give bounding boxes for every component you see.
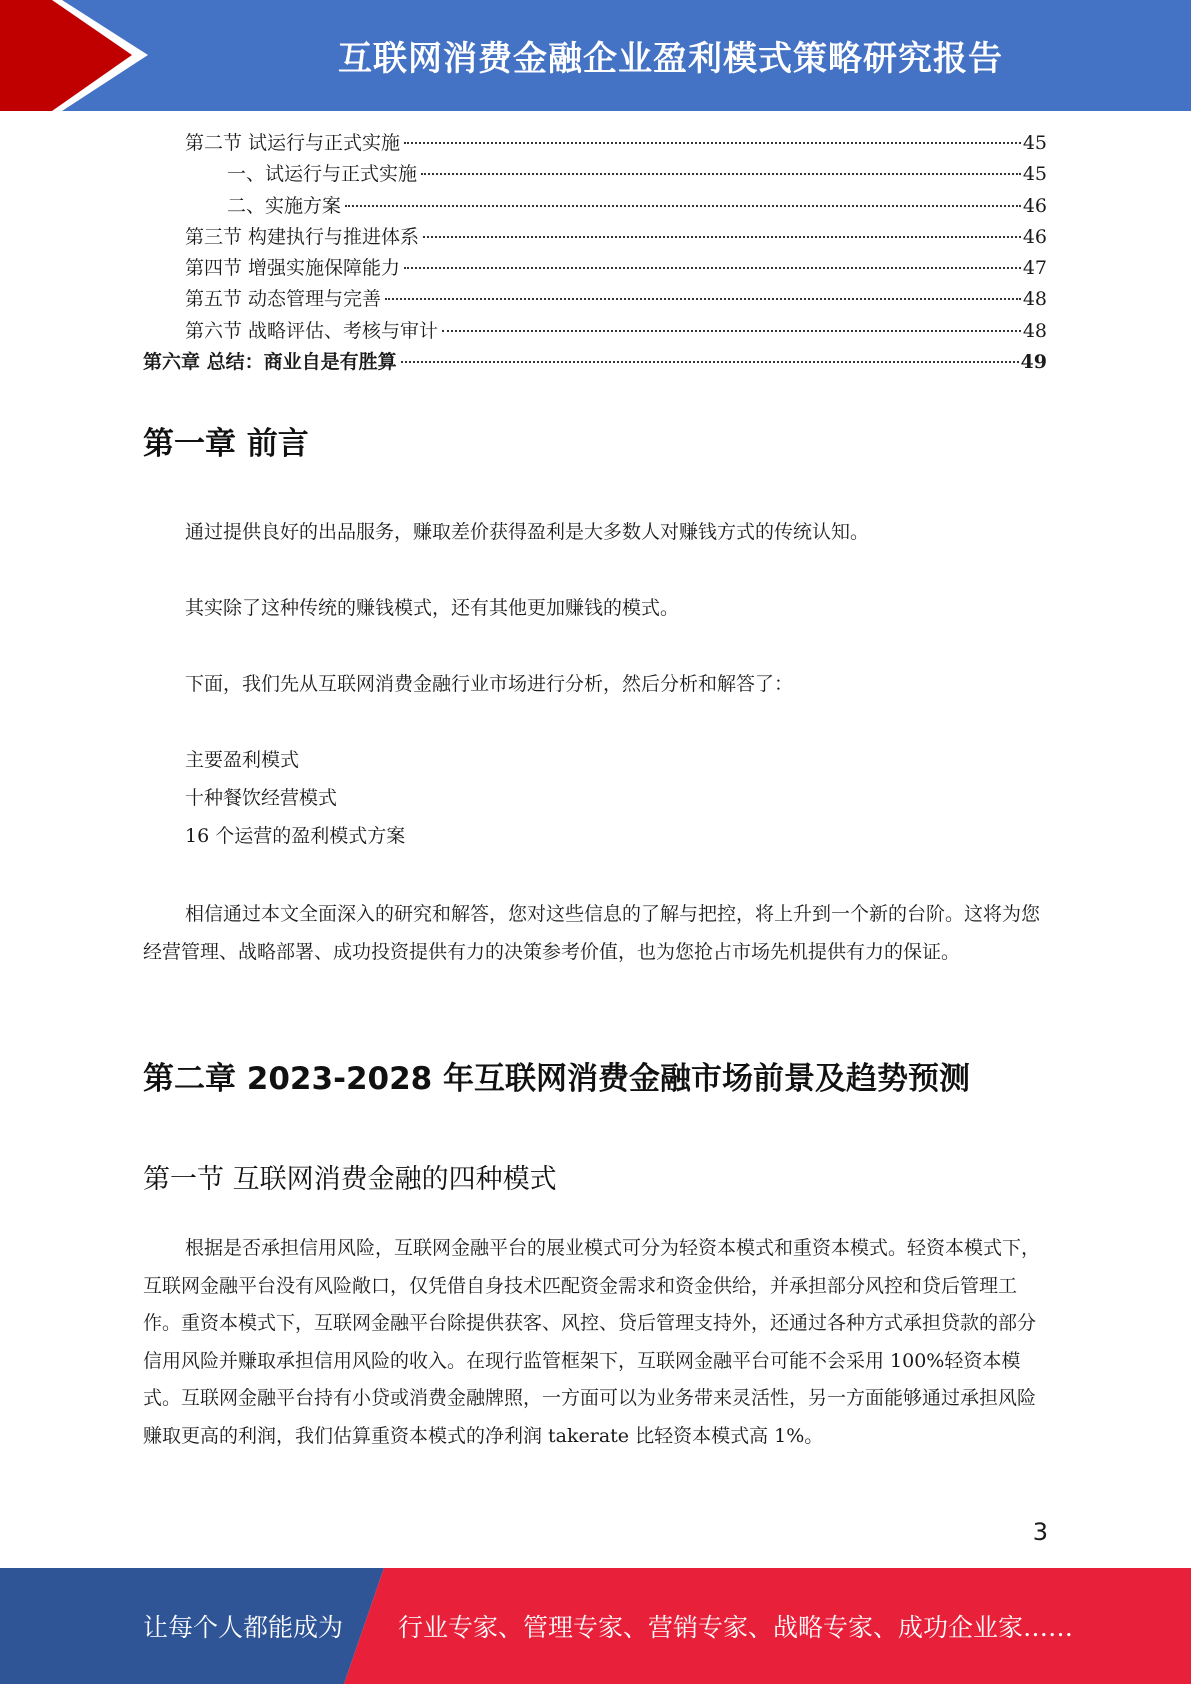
toc-leader-dots	[345, 205, 1021, 207]
toc-entry[interactable]	[143, 159, 1047, 190]
toc-entry-label: 第四节 增强实施保障能力	[185, 257, 401, 280]
list-item: 十种餐饮经营模式	[185, 787, 338, 809]
toc-entry-label: 第五节 动态管理与完善	[185, 288, 382, 311]
toc-entry[interactable]	[143, 222, 1047, 253]
toc-leader-dots	[401, 361, 1019, 363]
list-item: 主要盈利模式	[185, 749, 300, 771]
toc-entry-label: 第六章 总结：商业自是有胜算	[143, 351, 397, 374]
toc-entry[interactable]	[143, 316, 1047, 347]
header-banner	[0, 0, 1191, 111]
list-item: 16 个运营的盈利模式方案	[185, 825, 406, 847]
toc-leader-dots	[442, 330, 1021, 332]
toc-entry-label: 二、实施方案	[227, 194, 342, 217]
toc-entry-page: 48	[1022, 319, 1047, 342]
toc-entry-label: 第三节 构建执行与推进体系	[185, 225, 420, 248]
page-number: 3	[1032, 1518, 1048, 1546]
chapter-1-heading: 第一章 前言	[143, 426, 309, 462]
footer-banner	[0, 1568, 1191, 1684]
toc-entry[interactable]	[143, 128, 1047, 159]
toc-entry-page: 45	[1022, 132, 1047, 154]
section-1-heading: 第一节 互联网消费金融的四种模式	[143, 1164, 557, 1195]
chapter-1-paragraph-1: 通过提供良好的出品服务，赚取差价获得盈利是大多数人对赚钱方式的传统认知。	[185, 521, 870, 543]
chapter-2-heading: 第二章 2023-2028 年互联网消费金融市场前景及趋势预测	[143, 1061, 971, 1097]
toc-entry-page: 47	[1022, 257, 1047, 280]
toc-entry[interactable]	[143, 253, 1047, 284]
toc-entry-page: 46	[1022, 194, 1047, 217]
footer-slogan-left: 让每个人都能成为	[143, 1613, 344, 1642]
toc-leader-dots	[385, 298, 1021, 300]
toc-entry[interactable]	[143, 284, 1047, 315]
toc-leader-dots	[404, 267, 1021, 269]
toc-leader-dots	[423, 236, 1021, 238]
toc-entry-page: 49	[1020, 351, 1047, 374]
toc-entry-label: 第二节 试运行与正式实施	[185, 132, 401, 154]
chapter-1-paragraph-3: 下面，我们先从互联网消费金融行业市场进行分析，然后分析和解答了：	[185, 673, 794, 695]
table-of-contents	[143, 128, 1047, 378]
toc-entry-label: 第六节 战略评估、考核与审计	[185, 319, 439, 342]
toc-entry[interactable]	[143, 191, 1047, 222]
toc-entry-label: 一、试运行与正式实施	[227, 163, 418, 186]
section-1-body: 根据是否承担信用风险，互联网金融平台的展业模式可分为轻资本模式和重资本模式。轻资本模式下，互联网金融平台没有风险敞口，仅凭借自身技术匹配资金需求和资金供给，并承担部分风控和贷后管理工作。重资本模式下，互联网金融平台除提供获客、风控、贷后管理支持外，还通过各种方式承担贷款的部分信用风险并赚取承担信用风险的收入。在现行监管框架下，互联网金融平台可能不会采用 100%轻资本模式。互联网金融平台持有小贷或消费金融牌照，一方面可以为业务带来灵活性，另一方面能够通过承担风险赚取更高的利润，我们估算重资本模式的净利润 takerate 比轻资本模式高 1%。	[143, 1237, 1041, 1447]
chapter-1-paragraph-4: 相信通过本文全面深入的研究和解答，您对这些信息的了解与把控，将上升到一个新的台阶。这将为您经营管理、战略部署、成功投资提供有力的决策参考价值，也为您抢占市场先机提供有力的保证。	[143, 903, 1041, 963]
toc-entry[interactable]	[143, 347, 1047, 378]
report-title: 互联网消费金融企业盈利模式策略研究报告	[338, 39, 1003, 79]
chapter-1-paragraph-2: 其实除了这种传统的赚钱模式，还有其他更加赚钱的模式。	[185, 597, 680, 619]
footer-slogan-right: 行业专家、管理专家、营销专家、战略专家、成功企业家……	[398, 1613, 1074, 1642]
toc-entry-page: 46	[1022, 225, 1047, 248]
toc-entry-page: 48	[1022, 288, 1047, 311]
toc-entry-page: 45	[1022, 163, 1047, 186]
toc-leader-dots	[421, 173, 1021, 175]
toc-leader-dots	[404, 142, 1021, 144]
